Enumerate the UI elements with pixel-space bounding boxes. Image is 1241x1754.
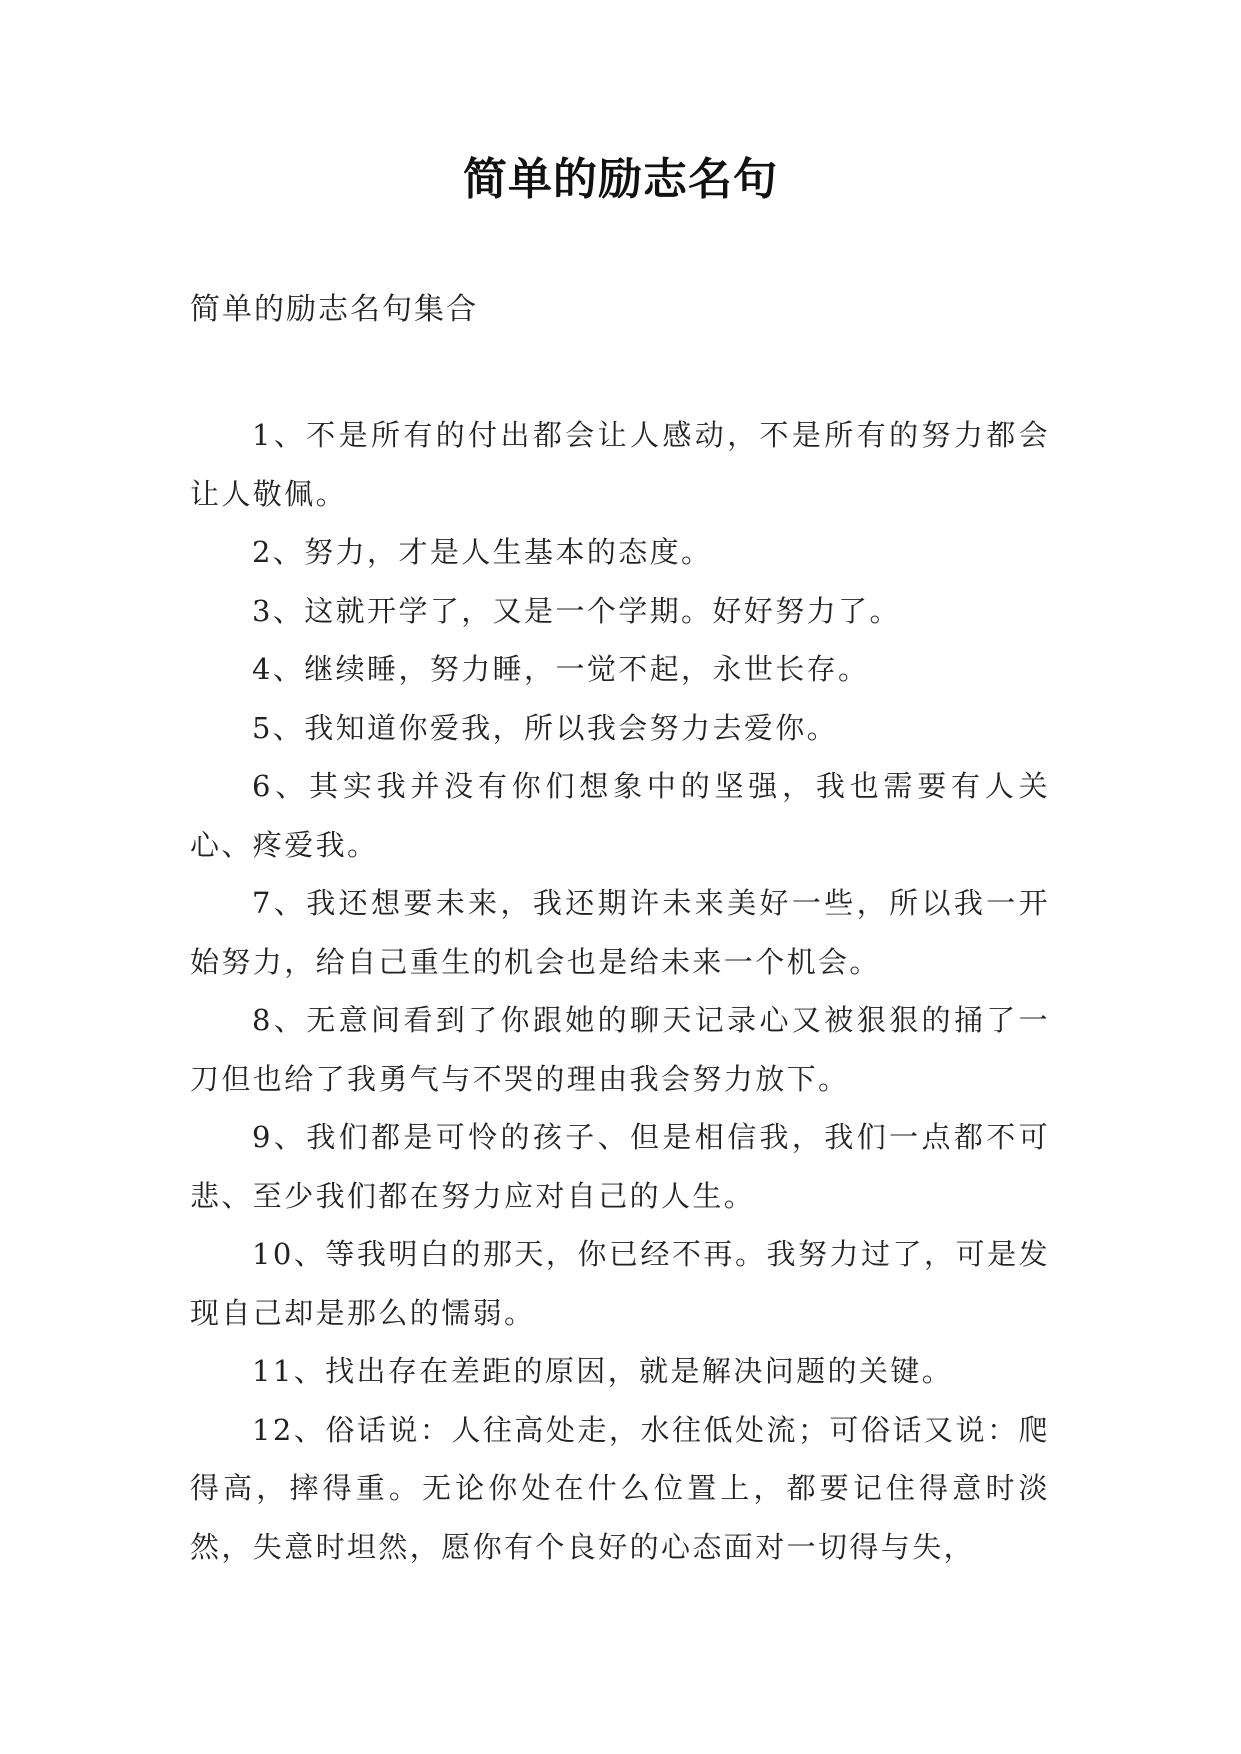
- paragraph-10: 10、等我明白的那天，你已经不再。我努力过了，可是发现自己却是那么的懦弱。: [190, 1237, 1050, 1330]
- document-title: 简单的励志名句: [463, 154, 778, 205]
- paragraph-1: 1、不是所有的付出都会让人感动，不是所有的努力都会让人敬佩。: [190, 418, 1050, 511]
- paragraph-9: 9、我们都是可怜的孩子、但是相信我，我们一点都不可悲、至少我们都在努力应对自己的人生。: [190, 1120, 1050, 1213]
- paragraph-11: 11、找出存在差距的原因，就是解决问题的关键。: [252, 1354, 954, 1388]
- paragraph-2: 2、努力，才是人生基本的态度。: [252, 535, 713, 569]
- document-subtitle: 简单的励志名句集合: [190, 292, 478, 327]
- paragraph-12: 12、俗话说：人往高处走，水往低处流；可俗话又说：爬得高，摔得重。无论你处在什么位置上，都要记住得意时淡然，失意时坦然，愿你有个良好的心态面对一切得与失，: [190, 1412, 1050, 1564]
- document-body: [190, 406, 1050, 1576]
- paragraph-3: 3、这就开学了，又是一个学期。好好努力了。: [252, 593, 901, 628]
- paragraph-5: 5、我知道你爱我，所以我会努力去爱你。: [252, 710, 839, 745]
- paragraph-6: 6、其实我并没有你们想象中的坚强，我也需要有人关心、疼爱我。: [190, 769, 1050, 862]
- paragraph-7: 7、我还想要未来，我还期许未来美好一些，所以我一开始努力，给自己重生的机会也是给未来一个机会。: [190, 886, 1050, 979]
- paragraph-8: 8、无意间看到了你跟她的聊天记录心又被狠狠的捅了一刀但也给了我勇气与不哭的理由我会努力放下。: [190, 1003, 1050, 1096]
- paragraph-4: 4、继续睡，努力睡，一觉不起，永世长存。: [252, 652, 870, 686]
